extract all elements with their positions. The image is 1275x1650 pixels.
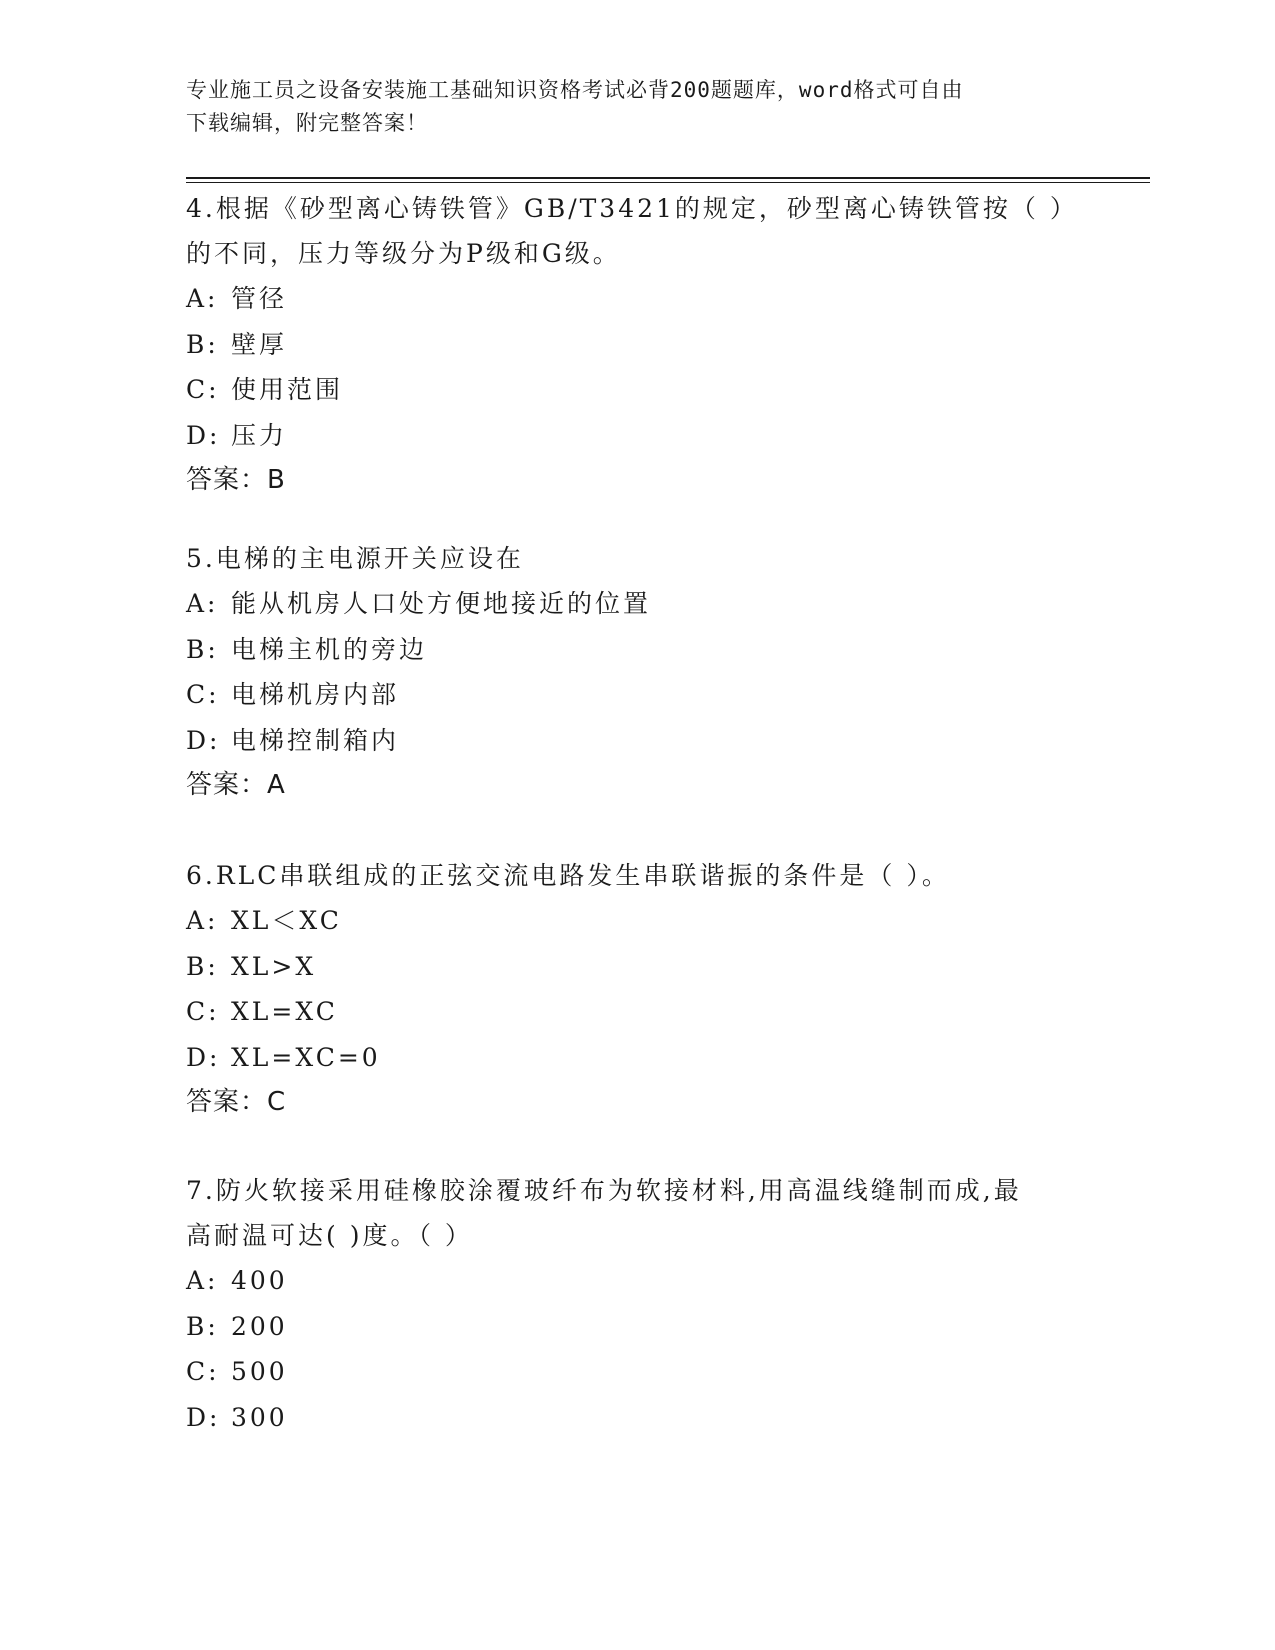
option-text: XL=XC=0	[231, 1042, 381, 1072]
option-a	[186, 581, 1086, 627]
document-header	[186, 74, 1086, 140]
option-b	[186, 322, 1086, 368]
header-line-2: 下载编辑，附完整答案！	[186, 111, 428, 135]
question-stem-line: 6.RLC串联组成的正弦交流电路发生串联谐振的条件是（ ）。	[186, 861, 950, 890]
option-letter: A:	[186, 284, 219, 313]
option-text: 200	[231, 1311, 288, 1341]
option-c	[186, 989, 1086, 1035]
option-text: 压力	[231, 420, 288, 450]
option-text: 500	[231, 1357, 288, 1386]
option-a	[186, 1258, 1086, 1304]
option-letter: C:	[186, 997, 220, 1026]
option-letter: B:	[186, 951, 219, 981]
option-letter: C:	[186, 680, 220, 709]
option-letter: D:	[186, 420, 221, 450]
option-text: 使用范围	[231, 375, 344, 404]
option-text: XL=XC	[231, 997, 338, 1026]
option-b	[186, 1304, 1086, 1350]
question-stem-line: 4.根据《砂型离心铸铁管》GB/T3421的规定，砂型离心铸铁管按（ ）	[186, 194, 1078, 223]
option-a	[186, 276, 1086, 322]
option-text: 壁厚	[231, 329, 288, 359]
option-d	[186, 1395, 1086, 1441]
option-d	[186, 1035, 1086, 1081]
option-c	[186, 672, 1086, 718]
option-text: 电梯主机的旁边	[231, 634, 428, 664]
header-divider-thin	[186, 182, 1150, 183]
option-letter: A:	[186, 1266, 219, 1295]
answer-line: 答案：C	[186, 1087, 287, 1117]
question-stem-line: 7.防火软接采用硅橡胶涂覆玻纤布为软接材料,用高温线缝制而成,最	[186, 1176, 1022, 1205]
option-letter: D:	[186, 725, 221, 755]
option-letter: D:	[186, 1402, 221, 1432]
question-4	[186, 186, 1086, 503]
option-text: 管径	[231, 284, 288, 313]
answer-line: 答案：B	[186, 465, 286, 495]
option-c	[186, 1349, 1086, 1395]
question-stem-line: 高耐温可达( )度。（ ）	[186, 1221, 473, 1250]
header-divider-thick	[186, 177, 1150, 179]
question-6	[186, 853, 1086, 1125]
option-b	[186, 627, 1086, 673]
option-letter: B:	[186, 634, 219, 664]
option-text: XL＜XC	[231, 906, 342, 935]
option-letter: B:	[186, 1311, 219, 1341]
option-letter: A:	[186, 906, 219, 935]
question-stem-line: 5.电梯的主电源开关应设在	[186, 544, 524, 573]
option-d	[186, 718, 1086, 764]
option-letter: A:	[186, 589, 219, 618]
option-text: 电梯控制箱内	[231, 725, 400, 755]
header-line-1: 专业施工员之设备安装施工基础知识资格考试必背200题题库，word格式可自由	[186, 78, 964, 102]
option-letter: C:	[186, 375, 220, 404]
option-letter: D:	[186, 1042, 221, 1072]
option-d	[186, 413, 1086, 459]
option-text: 能从机房人口处方便地接近的位置	[231, 589, 652, 618]
option-c	[186, 367, 1086, 413]
question-5	[186, 536, 1086, 808]
option-text: 电梯机房内部	[231, 680, 400, 709]
option-a	[186, 898, 1086, 944]
question-stem-line: 的不同，压力等级分为P级和G级。	[186, 239, 621, 268]
answer-line: 答案：A	[186, 770, 286, 800]
option-text: 300	[231, 1402, 288, 1432]
option-letter: B:	[186, 329, 219, 359]
option-text: XL>X	[231, 951, 317, 981]
option-letter: C:	[186, 1357, 220, 1386]
question-7	[186, 1168, 1086, 1440]
option-text: 400	[231, 1266, 288, 1295]
option-b	[186, 944, 1086, 990]
